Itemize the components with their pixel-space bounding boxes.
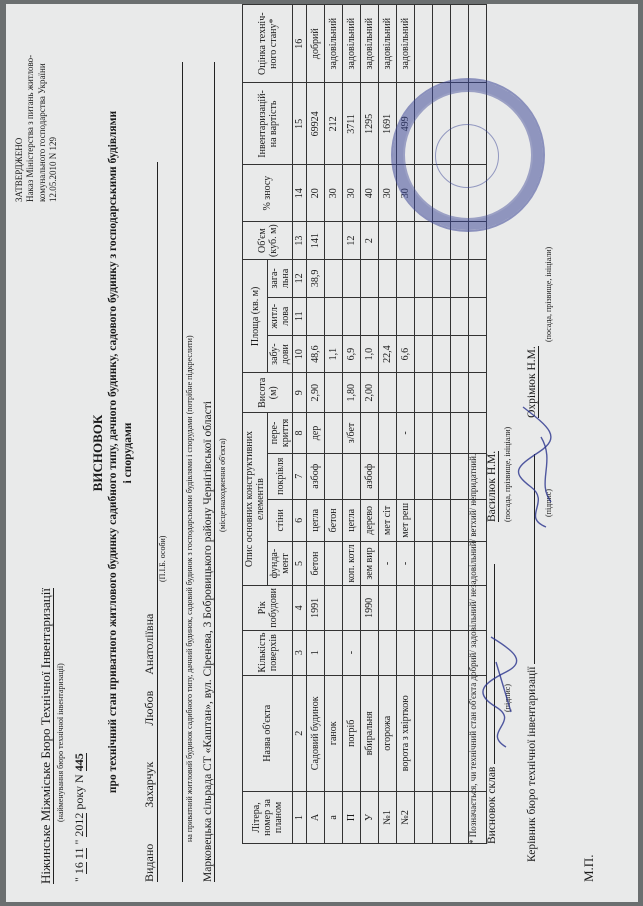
empty-cell [415,499,433,541]
cell-walls: цегла [307,499,325,541]
col-volume: Об'єм (куб. м) [243,221,293,259]
head-name: Охрімюк Н.М. [526,346,538,418]
signature-composed [476,632,526,752]
document-sheet [6,4,638,902]
empty-cell [415,453,433,499]
cell-inv: 69924 [307,83,325,165]
cell-foundation: зем вир [361,541,379,585]
col-number: 14 [293,165,307,221]
col-number: 3 [293,630,307,675]
empty-cell [469,373,487,413]
cell-litera: №1 [379,791,397,843]
cell-foundation [325,541,343,585]
approval-line: 12.05.2010 N 129 [47,137,58,202]
cell-inv: 3711 [343,83,361,165]
empty-cell [469,5,487,83]
col-number: 5 [293,541,307,585]
stamp-place-label: М.П. [581,854,596,882]
empty-cell [415,297,433,335]
empty-cell [415,221,433,259]
empty-cell [433,260,451,297]
empty-cell [415,260,433,297]
cell-built: 48,6 [307,335,325,373]
cell-living [325,297,343,335]
empty-cell [451,630,469,675]
col-total: зага-льна [268,260,293,297]
table-row [325,5,343,844]
cell-state: задовільний [325,5,343,83]
empty-cell [451,791,469,843]
cell-walls: цегла [343,499,361,541]
cell-state: задовільний [379,5,397,83]
cell-built: 1,0 [361,335,379,373]
cell-walls: мет сіт [379,499,397,541]
cell-name: ганок [325,675,343,791]
cell-living [379,297,397,335]
cell-height: 2,00 [361,373,379,413]
empty-cell [469,260,487,297]
location-caption: (місцезнаходження об'єкта) [218,438,227,532]
bureau-caption: (найменування бюро технічної інвентаризації) [56,663,65,822]
col-living: житл-лова [268,297,293,335]
col-number: 12 [293,260,307,297]
sign-caption: (підпис) [544,488,553,517]
rotated-page [6,4,638,902]
cell-year [379,586,397,631]
empty-cell [415,675,433,791]
col-number: 1 [293,791,307,843]
empty-cell [415,335,433,373]
cell-inv: 499 [397,83,415,165]
cell-litera: а [325,791,343,843]
cell-roof: азбоф [361,453,379,499]
col-name: Назва об'єкта [243,675,293,791]
empty-cell [433,5,451,83]
col-wear: % зносу [243,165,293,221]
cell-name: огорожа [379,675,397,791]
cell-volume: 12 [343,221,361,259]
col-roof: покрівля [268,453,293,499]
cell-year [343,586,361,631]
issued-name: Любов [142,690,156,726]
cell-litera: П [343,791,361,843]
empty-cell [451,499,469,541]
cell-wear: 30 [325,165,343,221]
cell-state: добрий [307,5,325,83]
cell-roof [379,453,397,499]
cell-inv: 1295 [361,83,379,165]
cell-floors [325,630,343,675]
empty-cell [433,413,451,454]
cell-state: задовільний [397,5,415,83]
empty-cell [433,586,451,631]
col-floor-cov: пере-криття [268,413,293,454]
cell-built: 6,6 [397,335,415,373]
cell-walls: дерево [361,499,379,541]
cell-living [397,297,415,335]
empty-cell [433,541,451,585]
empty-cell [433,499,451,541]
object-caption: на приватний житловий будинок садибного типу, дачний будинок, садовий будинок з господарськими будівлями і спорудами (потрібне підкреслити) [185,335,194,842]
cell-name: погріб [343,675,361,791]
empty-cell [469,413,487,454]
empty-cell [469,335,487,373]
empty-cell [451,453,469,499]
empty-cell [433,335,451,373]
bureau-name: Ніжинське Міжміське Бюро Технічної Інвентаризації [38,588,53,884]
empty-cell [415,373,433,413]
cell-inv: 1691 [379,83,397,165]
col-floors: Кількість поверхів [243,630,293,675]
cell-wear: 30 [397,165,415,221]
empty-cell [451,260,469,297]
col-number: 11 [293,297,307,335]
empty-cell [469,297,487,335]
col-walls: стіни [268,499,293,541]
blank-line [174,62,183,882]
approval-line: Наказ Міністерства з питань житлово- [25,54,36,202]
cell-floor-cov: дер [307,413,325,454]
cell-foundation: - [397,541,415,585]
col-state: Оцінка техніч-ного стану* [243,5,293,83]
col-inv: Інвентаризацій-на вартість [243,83,293,165]
cell-wear: 20 [307,165,325,221]
table-header-row [243,5,268,844]
issued-patronymic: Анатоліївна [142,613,156,675]
empty-cell [451,335,469,373]
table-row [343,5,361,844]
cell-volume [379,221,397,259]
document-title: ВИСНОВОК [90,414,105,492]
cell-floors: - [343,630,361,675]
empty-cell [433,791,451,843]
col-number: 10 [293,335,307,373]
cell-total [325,260,343,297]
cell-built: 1,1 [325,335,343,373]
cell-floors [361,630,379,675]
col-year: Рік побудови [243,586,293,631]
empty-cell [415,586,433,631]
cell-litera: А [307,791,325,843]
cell-name: вбиральня [361,675,379,791]
cell-total: 38,9 [307,260,325,297]
empty-cell [451,541,469,585]
composed-caption: (посада, прізвище, ініціали) [503,426,512,522]
cell-roof [397,453,415,499]
col-number: 16 [293,5,307,83]
empty-cell [451,413,469,454]
empty-cell [451,373,469,413]
approval-line: комунального господарства України [36,63,47,202]
approval-block [14,55,59,202]
cell-state: задовільний [343,5,361,83]
cell-floor-cov: з/бет [343,413,361,454]
cell-volume [397,221,415,259]
official-stamp [391,78,545,232]
column-numbers-row [293,5,307,844]
sign-caption: (підпис) [503,683,512,712]
table-row [307,5,325,844]
cell-floors [379,630,397,675]
col-number: 2 [293,675,307,791]
cell-living [361,297,379,335]
empty-cell [433,453,451,499]
cell-floor-cov [379,413,397,454]
empty-cell [415,791,433,843]
empty-cell [451,586,469,631]
empty-cell [451,5,469,83]
cell-name: ворота з хвірткою [397,675,415,791]
cell-wear: 30 [379,165,397,221]
cell-foundation: бетон [307,541,325,585]
cell-built: 6,9 [343,335,361,373]
empty-cell [415,541,433,585]
issued-line: Видано Захарчук Любов Анатоліївна [142,162,158,882]
signature-head [511,402,561,532]
cell-inv: 212 [325,83,343,165]
cell-wear: 30 [343,165,361,221]
empty-cell [415,630,433,675]
empty-cell [433,373,451,413]
cell-foundation: коп. котл [343,541,361,585]
document-subtitle-2: і спорудами [122,422,134,484]
composed-line: Висновок склав Василюк Н.М. [486,450,498,844]
col-height: Висота (м) [243,373,293,413]
issued-caption: (П.І.Б. особи) [158,535,167,582]
cell-walls: бетон [325,499,343,541]
col-number: 4 [293,586,307,631]
empty-cell [415,5,433,83]
cell-floor-cov [325,413,343,454]
issued-surname: Захарчук [142,761,156,808]
empty-cell [451,297,469,335]
cell-height [325,373,343,413]
cell-height [397,373,415,413]
col-desc: Опис основних конструктивних елементів [243,413,268,586]
cell-height [379,373,397,413]
cell-floor-cov [361,413,379,454]
cell-year [397,586,415,631]
cell-walls: мет реш [397,499,415,541]
cell-litera: У [361,791,379,843]
cell-roof: азбоф [307,453,325,499]
cell-total [343,260,361,297]
cell-state: задовільний [361,5,379,83]
cell-foundation: - [379,541,397,585]
cell-year: 1990 [361,586,379,631]
col-foundation: фунда-мент [268,541,293,585]
composed-name: Василюк Н.М. [486,450,498,522]
cell-floors [397,630,415,675]
empty-cell [433,630,451,675]
approval-title: ЗАТВЕРДЖЕНО [14,137,24,202]
cell-volume: 141 [307,221,325,259]
cell-year: 1991 [307,586,325,631]
cell-wear: 40 [361,165,379,221]
location-text: Марковецька сільрада СТ «Каштан», вул. Сіренева, 3 Бобровицького району Чернігівської області [202,62,215,882]
col-number: 8 [293,413,307,454]
cell-total [379,260,397,297]
empty-cell [433,297,451,335]
head-caption: (посада, прізвище, ініціали) [544,246,553,342]
cell-living [307,297,325,335]
date-line: " 16 11 " 2012 року N 445 [72,753,86,882]
col-built: забу-дови [268,335,293,373]
cell-roof [325,453,343,499]
table-row [361,5,379,844]
cell-height: 2,90 [307,373,325,413]
cell-year [325,586,343,631]
col-number: 7 [293,453,307,499]
col-litera: Літера, номер за планом [243,791,293,843]
cell-roof [343,453,361,499]
cell-floors: 1 [307,630,325,675]
cell-living [343,297,361,335]
empty-cell [433,675,451,791]
cell-total [361,260,379,297]
col-number: 9 [293,373,307,413]
col-number: 15 [293,83,307,165]
head-line: Керівник бюро технічної інвентаризації Охрімюк Н.М. [526,346,538,862]
footnote: * Позначається, чи технічний стан об'єкта добрий/ задовільний/ незадовільний/ ветхий/ непридатний. [468,453,478,844]
empty-cell [451,675,469,791]
empty-cell [415,413,433,454]
col-number: 13 [293,221,307,259]
cell-name: Садовий будинок [307,675,325,791]
cell-volume: 2 [361,221,379,259]
cell-height: 1,80 [343,373,361,413]
col-number: 6 [293,499,307,541]
cell-total [397,260,415,297]
document-subtitle: про технічний стан приватного житлового будинку садибного типу, дачного будинку, садового будинку з господарськими будівлями [107,110,119,794]
cell-litera: №2 [397,791,415,843]
cell-built: 22,4 [379,335,397,373]
col-area: Площа (кв. м) [243,260,268,373]
cell-floor-cov: - [397,413,415,454]
cell-volume [325,221,343,259]
